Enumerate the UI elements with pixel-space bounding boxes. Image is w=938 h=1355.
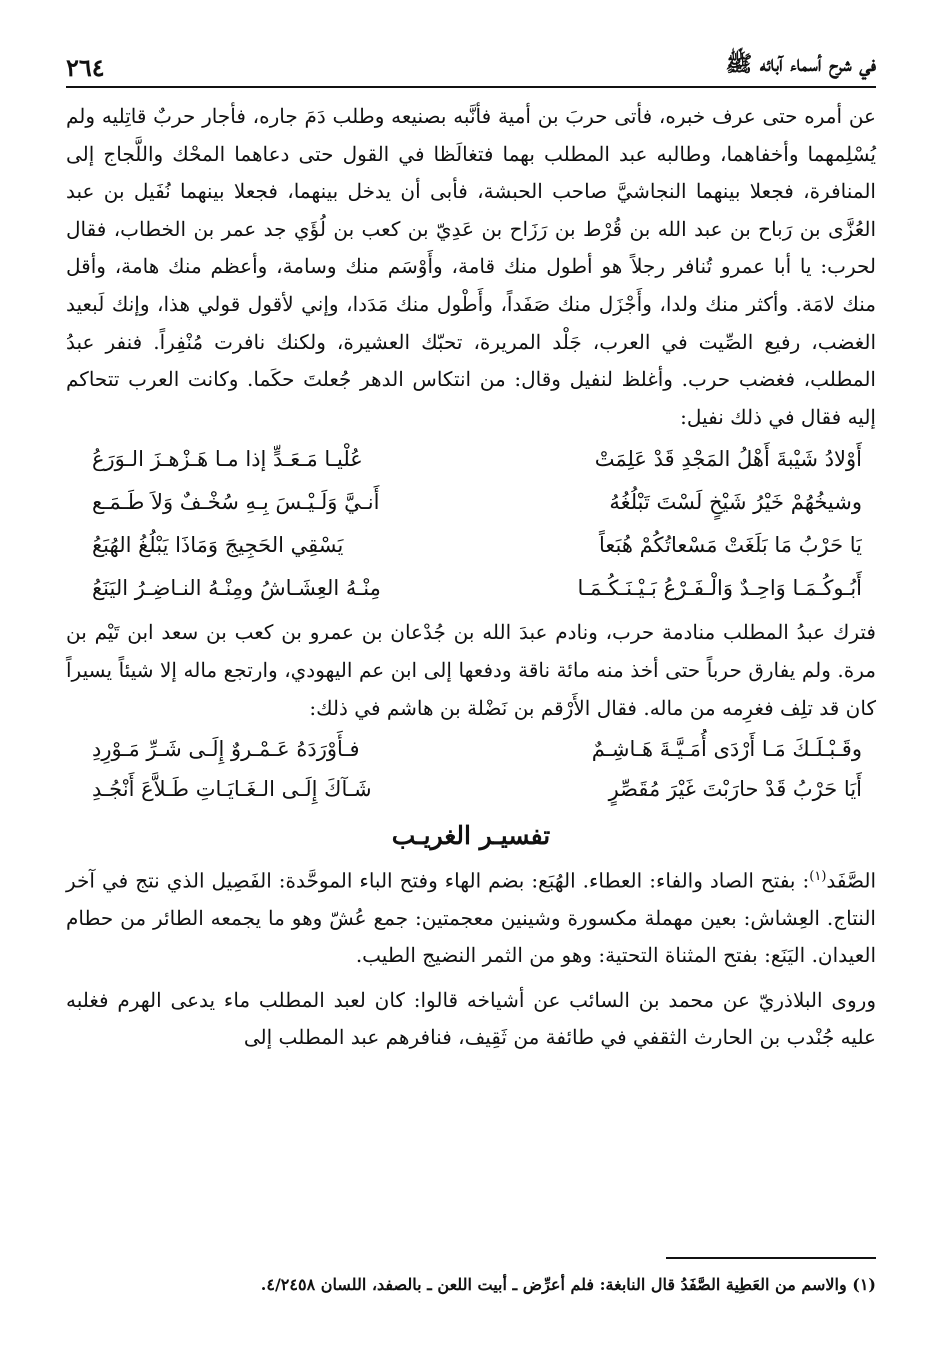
verse-first-hemistich: أَوْلادُ شَيْبةَ أَهْلُ المَجْدِ قَدْ عَلِمَتْ	[594, 447, 862, 472]
verse-second-hemistich: يَسْقِي الحَجِيجَ وَمَاذَا يَبْلُغُ الهُبَعُ	[92, 533, 344, 558]
body-paragraph: وروى البلاذريّ عن محمد بن السائب عن أشياخه قالوا: كان لعبد المطلب ماء يدعى الهرم فغلبه عليه جُنْدب بن الحارث الثقفي في طائفة من ثَقِيف، فنافرهم عبد المطلب إلى	[66, 987, 876, 1050]
gloss-paragraph	[66, 858, 876, 974]
poem-arqam	[66, 729, 876, 809]
book-page	[66, 40, 876, 1330]
section-title: تفسيـر الغريـب	[391, 821, 551, 851]
verse-second-hemistich: عُلْيـا مَـعَـدٍّ إذا مـا هَـزْهـزَ الـوَرَعُ	[92, 447, 363, 472]
gloss-lemma: الصَّفَد	[826, 868, 876, 893]
footnote-marker[interactable]: (١)	[809, 869, 827, 885]
body-paragraph: عن أمره حتى عرف خبره، فأتى حربَ بن أمية فأنَّبه بصنيعه وطلب دَمَ جاره، فأجار حربٌ قاتِليه ولم يُسْلِمهما وأخفاهما، وطالبه عبد المطلب بهما فتغالَظا في القول حتى دعاهما المحْك واللَّجاج إلى المنافرة، فجعلا بينهما النجاشيَّ صاحب الحبشة، فأبى أن يدخل بينهما، فجعلا بينهما نُفَيل بن عبد العُزَّى بن رَباح بن عبد الله بن قُرْط بن رَزَاح بن عَدِيّ بن كعب بن لُؤَي جد عمر بن الخطاب، فقال لحرب: يا أبا عمرو تُنافر رجلاً هو أطول منك قامة، وأَوْسَم منك وسامة، وأعظم منك هامة، وأقل منك لامَة. وأكثر منك ولدا، وأَجْزَل منك صَفَداً، وأَطْول منك مَدَدا، وإني لأقول قولي هذا، وإنك لَبعيد الغضب، رفيع الصِّيت في العرب، جَلْد المريرة، تحبّك العشيرة، ولكنك نافرت مُنْفِراً. فنفر عبدُ المطلب، فغضب حرب. وأغلظ لنفيل وقال: من انتكاس الدهر جُعلتَ حكَما. وكانت العرب تتحاكم إليه فقال في ذلك نفيل:	[66, 104, 876, 429]
running-title: في شرح أسماء آبائه ﷺ	[725, 51, 876, 77]
verse-first-hemistich: يَا حَرْبُ مَا بَلَغَتْ مَسْعاتُكُمْ هُبَعاً	[598, 533, 862, 558]
verse-first-hemistich: وشيخُهُمْ خَيْرُ شَيْخٍ لَسْتَ تَبْلُغُهُ	[609, 490, 862, 515]
verse-line	[92, 524, 862, 567]
verse-line	[92, 769, 862, 809]
verse-line	[92, 438, 862, 481]
verse-second-hemistich: مِنْـهُ العِشَـاشُ ومِنْـهُ النـاضِـرُ اليَنَعُ	[92, 576, 381, 601]
page-header	[66, 40, 876, 88]
page-number: ٢٦٤	[66, 53, 105, 82]
verse-second-hemistich: فـأَوْرَدَهُ عَـمْـروٌ إِلَـى شَـرِّ مَـوْرِدِ	[92, 737, 360, 762]
verse-second-hemistich: شَـآكَ إِلَـى الـغَـايَـاتِ طَـلاَّعَ أَنْجُـدِ	[92, 777, 372, 802]
verse-first-hemistich: أَيَا حَرْبُ قَدْ حارَبْتَ غَيْرَ مُقَصِّرٍ	[608, 777, 862, 802]
poem-nufayl	[66, 438, 876, 610]
verse-first-hemistich: أَبُـوكُـمَـا وَاحِـدٌ وَالْـفَـرْعُ بَـيْـنَـكُـمَـا	[577, 576, 862, 601]
verse-line	[92, 729, 862, 769]
verse-line	[92, 567, 862, 610]
verse-second-hemistich: أَنـيَّ وَلَـيْـسَ بِـهِ سُخْـفٌ وَلاَ طَـمَـع	[92, 490, 380, 515]
footnote-divider	[666, 1257, 876, 1259]
gloss-text: : بفتح الصاد والفاء: العطاء. الهُبَع: بضم الهاء وفتح الباء الموحَّدة: الفَصِيل الذي نتج في آخر النتاج. العِشاش: بعين مهملة مكسورة وشينين معجمتين: جمع عُشّ وهو ما يجمعه الطائر من حطام العيدان. اليَنَع: بفتح المثناة التحتية: وهو من الثمر النضيج الطيب.	[66, 868, 876, 967]
verse-line	[92, 481, 862, 524]
verse-first-hemistich: وقَـبْـلَـكَ مَـا أَرْدَى أُمَـيَّـةَ هَـاشِـمٌ	[591, 737, 862, 762]
footnote: (١) والاسم من العَطِية الصَّفَدُ قال النابغة: فلم أعرِّض ـ أبيت اللعن ـ بالصفد، اللسان ٤/٢٤٥٨.	[260, 1275, 876, 1294]
body-paragraph: فترك عبدُ المطلب منادمة حرب، ونادم عبدَ الله بن جُدْعان بن عمرو بن كعب بن سعد ابن تَيْم بن مرة. ولم يفارق حرباً حتى أخذ منه مائة ناقة ودفعها إلى ابن عم اليهودي، وارتجع ماله إلا شيئاً يسيراً كان قد تلِف فغرِمه من ماله. فقال الأَرْقم بن نَضْلة بن هاشم في ذلك:	[66, 620, 876, 720]
